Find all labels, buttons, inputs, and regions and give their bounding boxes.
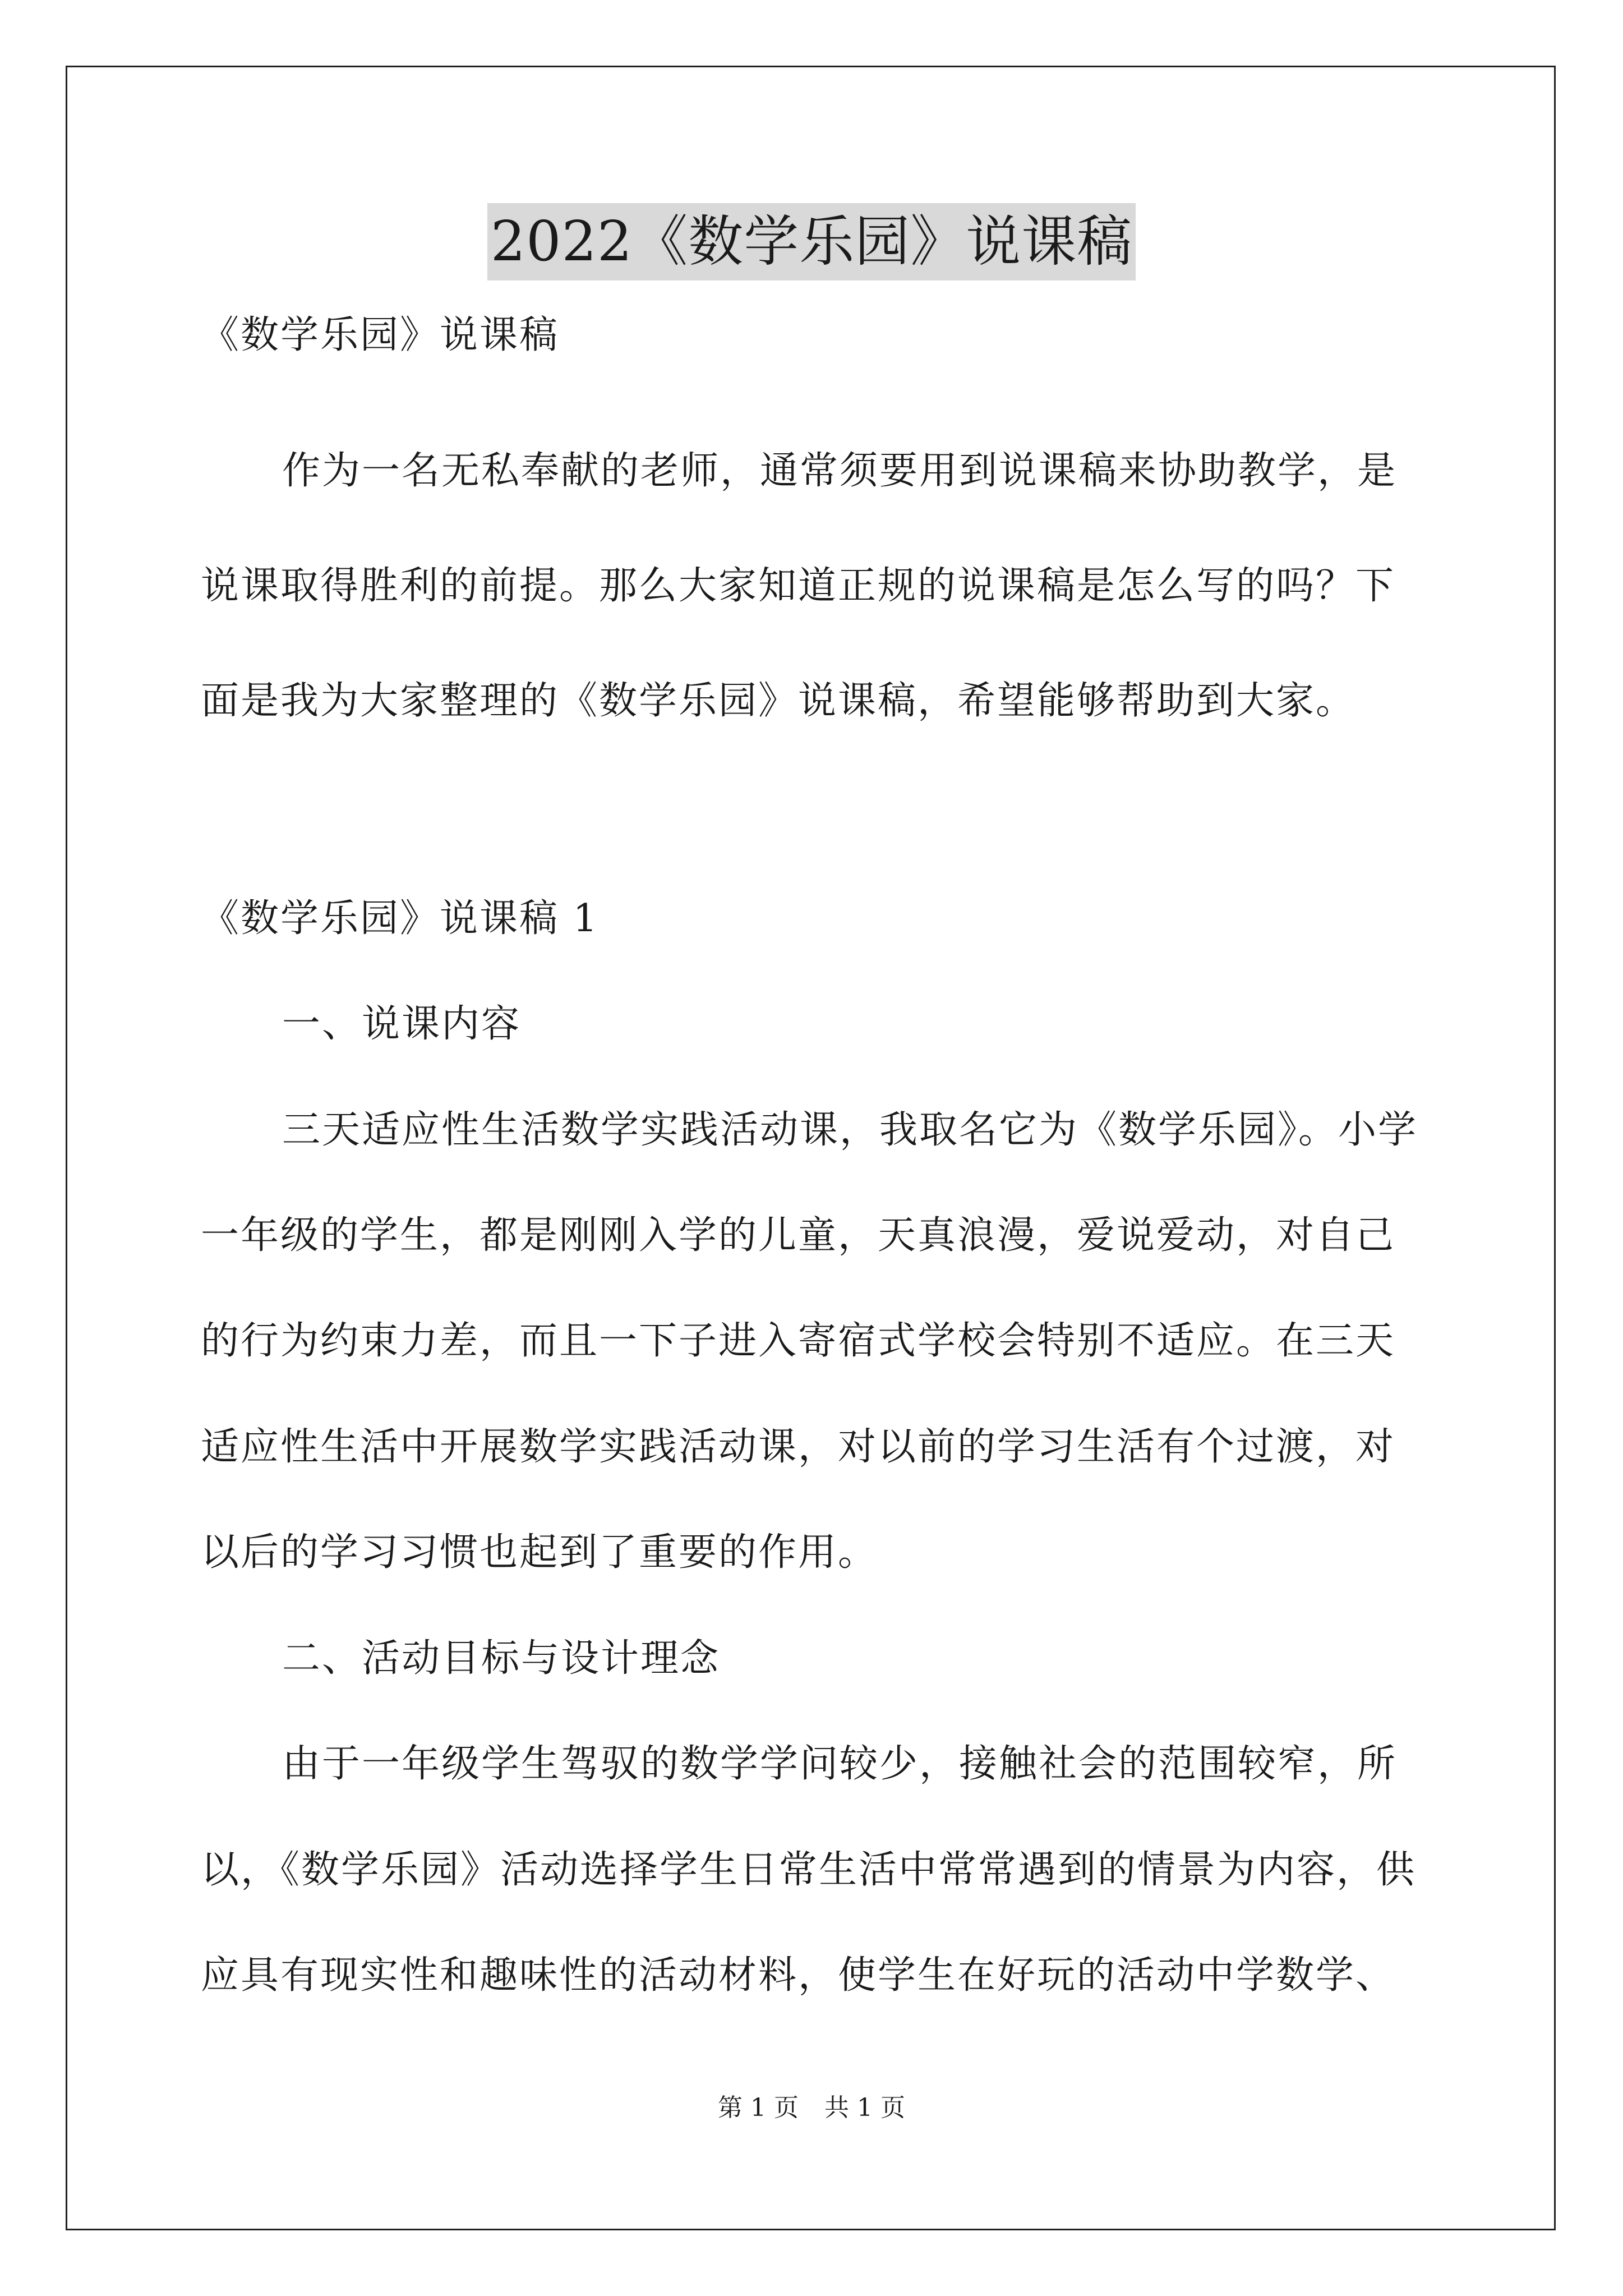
- paragraph-line: 的行为约束力差，而且一下子进入寄宿式学校会特别不适应。在三天: [201, 1319, 1396, 1363]
- paragraph-line: 一年级的学生，都是刚刚入学的儿童，天真浪漫，爱说爱动，对自己: [201, 1213, 1396, 1258]
- subheading: 二、活动目标与设计理念: [282, 1636, 721, 1681]
- paragraph-line: 以后的学习习惯也起到了重要的作用。: [201, 1530, 878, 1575]
- section-heading: 《数学乐园》说课稿 1: [201, 896, 599, 941]
- page-number: 第 1 页: [718, 2093, 799, 2122]
- paragraph-line: 说课取得胜利的前提。那么大家知道正规的说课稿是怎么写的吗？下: [201, 564, 1396, 608]
- paragraph-line: 三天适应性生活数学实践活动课，我取名它为《数学乐园》。小学: [282, 1108, 1418, 1152]
- title-wrapper: [0, 203, 1623, 280]
- paragraph-line: 作为一名无私奉献的老师，通常须要用到说课稿来协助教学，是: [282, 449, 1398, 493]
- paragraph-line: 应具有现实性和趣味性的活动材料，使学生在好玩的活动中学数学、: [201, 1953, 1396, 1998]
- page-footer: [0, 2092, 1623, 2124]
- subheading: 一、说课内容: [282, 1002, 522, 1046]
- document-title: 2022《数学乐园》说课稿: [487, 203, 1136, 280]
- page-total: 共 1 页: [824, 2093, 905, 2122]
- paragraph-line: 适应性生活中开展数学实践活动课，对以前的学习生活有个过渡，对: [201, 1425, 1396, 1469]
- section-heading: 《数学乐园》说课稿: [201, 313, 560, 357]
- paragraph-line: 面是我为大家整理的《数学乐园》说课稿，希望能够帮助到大家。: [201, 679, 1356, 723]
- paragraph-line: 以，《数学乐园》活动选择学生日常生活中常常遇到的情景为内容，供: [201, 1848, 1417, 1892]
- paragraph-line: 由于一年级学生驾驭的数学学问较少，接触社会的范围较窄，所: [282, 1742, 1398, 1786]
